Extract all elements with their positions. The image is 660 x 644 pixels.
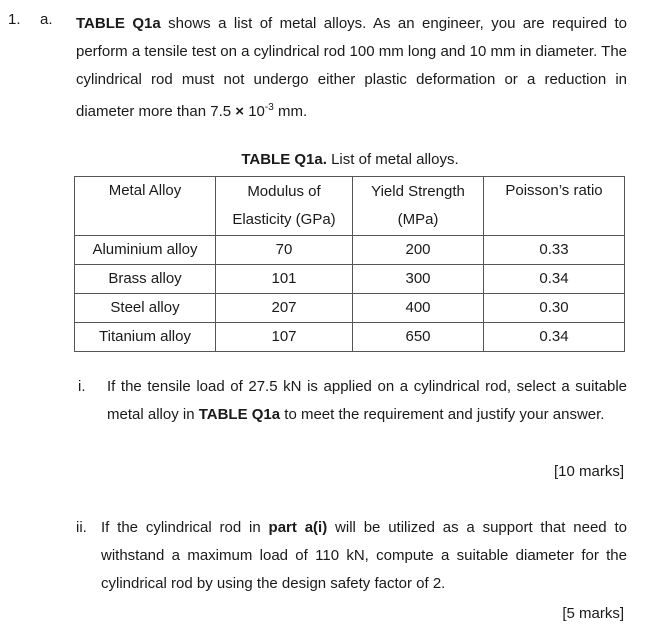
question-intro (76, 10, 627, 126)
cell-modulus: 101 (216, 265, 353, 294)
sub-i-table-ref: TABLE Q1a (198, 406, 281, 423)
cell-alloy: Titanium alloy (75, 323, 216, 352)
sub-question-i-marks: [10 marks] (553, 463, 624, 480)
cell-alloy: Steel alloy (75, 294, 216, 323)
sub-question-ii-text (101, 514, 627, 598)
cell-poisson: 0.33 (484, 236, 625, 265)
cell-yield: 650 (353, 323, 484, 352)
table-caption (0, 150, 660, 170)
sub-question-ii-marks: [5 marks] (562, 605, 624, 622)
sub-question-i-label: i. (78, 378, 86, 395)
cell-alloy: Brass alloy (75, 265, 216, 294)
header-metal-alloy: Metal Alloy (75, 177, 216, 236)
question-number: 1. (8, 11, 21, 28)
sub-ii-part-ref: part a(i) (268, 519, 328, 536)
question-part-label: a. (40, 11, 53, 28)
table-header-row (75, 177, 625, 236)
header-modulus (216, 177, 353, 236)
table-ref: TABLE Q1a (76, 15, 161, 32)
cell-poisson: 0.34 (484, 323, 625, 352)
intro-exponent: -3 (264, 102, 274, 113)
header-yield-line1: Yield Strength (371, 183, 465, 200)
cell-alloy: Aluminium alloy (75, 236, 216, 265)
table-row (75, 323, 625, 352)
table-row (75, 294, 625, 323)
header-yield-line2: (MPa) (397, 211, 439, 228)
sub-ii-text-b: will be utilized as a support that need to withstand a maximum load of 110 kN, compute a suitable diameter for the cylindrical rod by using the design safety factor of 2. (101, 519, 627, 592)
cell-yield: 300 (353, 265, 484, 294)
table-caption-rest: List of metal alloys. (326, 151, 459, 168)
cell-yield: 400 (353, 294, 484, 323)
cell-modulus: 107 (216, 323, 353, 352)
cell-modulus: 70 (216, 236, 353, 265)
table-caption-bold: TABLE Q1a. (241, 151, 327, 168)
header-poisson-ratio: Poisson’s ratio (484, 177, 625, 236)
sub-ii-text-a: If the cylindrical rod in (101, 519, 269, 536)
intro-text: shows a list of metal alloys. As an engineer, you are required to perform a tensile test on a cylindrical rod 100 mm long and 10 mm in diameter. The cylindrical rod must not undergo either plastic deformation or a reduction in diameter more than 7.5 (76, 15, 627, 120)
sub-question-i-text (107, 373, 627, 429)
intro-ten: 10 (244, 103, 265, 120)
cell-poisson: 0.34 (484, 265, 625, 294)
table-row (75, 236, 625, 265)
times-sign: × (235, 103, 245, 120)
cell-modulus: 207 (216, 294, 353, 323)
cell-yield: 200 (353, 236, 484, 265)
header-yield-strength (353, 177, 484, 236)
alloy-table (74, 176, 625, 352)
table-row (75, 265, 625, 294)
header-modulus-line2: Elasticity (GPa) (232, 211, 336, 228)
sub-i-text-b: to meet the requirement and justify your answer. (280, 406, 605, 423)
intro-unit: mm. (273, 103, 308, 120)
sub-i-text-a: If the tensile load of 27.5 kN is applied on a cylindrical rod, select a suitable metal alloy in (107, 378, 627, 423)
sub-question-ii-label: ii. (76, 519, 87, 536)
header-modulus-line1: Modulus of (247, 183, 321, 200)
cell-poisson: 0.30 (484, 294, 625, 323)
